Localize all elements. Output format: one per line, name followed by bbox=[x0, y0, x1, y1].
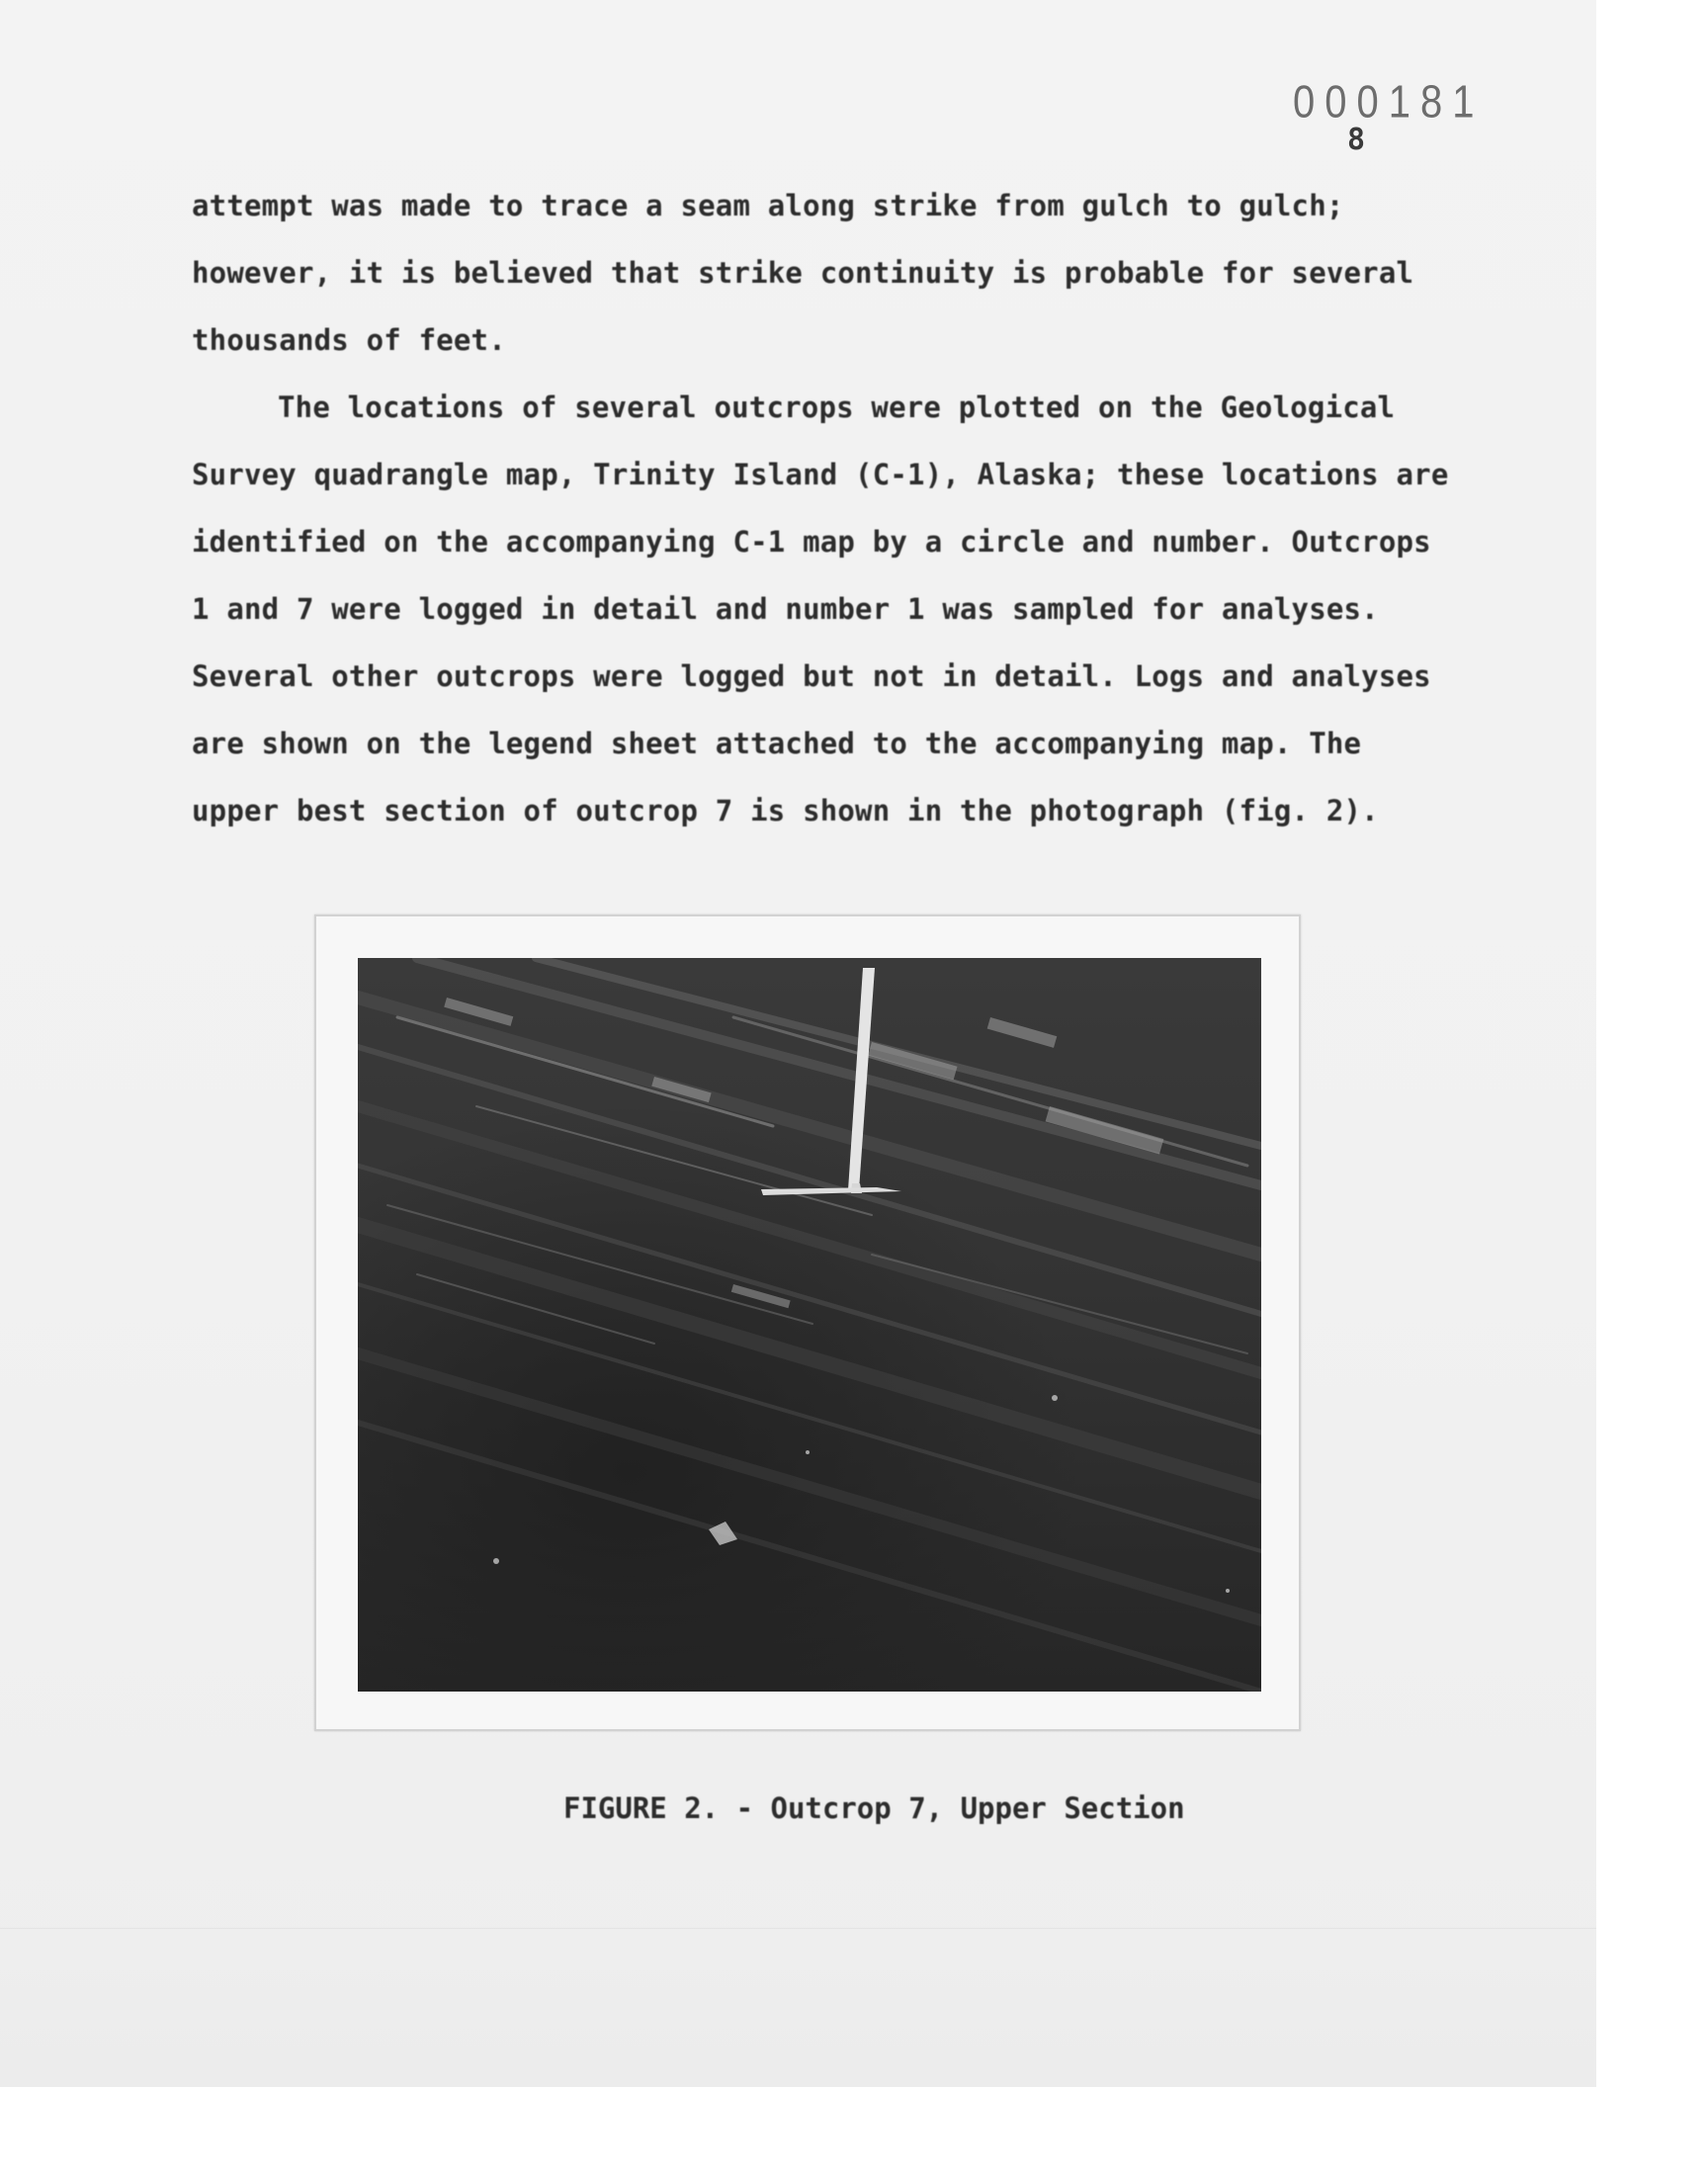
scan-lower-margin bbox=[0, 1928, 1596, 2087]
photo-mount bbox=[314, 914, 1301, 1731]
text-line: Several other outcrops were logged but not in detail. Logs and analyses bbox=[192, 659, 1431, 693]
body-text bbox=[192, 184, 1449, 856]
text-line: however, it is believed that strike continuity is probable for several bbox=[192, 256, 1414, 290]
text-line: attempt was made to trace a seam along strike from gulch to gulch; bbox=[192, 189, 1344, 222]
page-number: 8 bbox=[1347, 123, 1366, 157]
text-line: are shown on the legend sheet attached to the accompanying map. The bbox=[192, 727, 1362, 760]
text-line: 1 and 7 were logged in detail and number 1 was sampled for analyses. bbox=[192, 592, 1379, 626]
text-line: identified on the accompanying C-1 map by a circle and number. Outcrops bbox=[192, 525, 1431, 559]
text-line: thousands of feet. bbox=[192, 323, 506, 357]
text-line: upper best section of outcrop 7 is shown in the photograph (fig. 2). bbox=[192, 794, 1379, 827]
document-number: 000181 bbox=[1293, 77, 1485, 128]
outcrop-photograph bbox=[358, 958, 1261, 1692]
text-line: Survey quadrangle map, Trinity Island (C-1), Alaska; these locations are bbox=[192, 458, 1449, 491]
figure-caption: FIGURE 2. - Outcrop 7, Upper Section bbox=[563, 1791, 1185, 1825]
text-line: The locations of several outcrops were plotted on the Geological bbox=[278, 391, 1396, 424]
